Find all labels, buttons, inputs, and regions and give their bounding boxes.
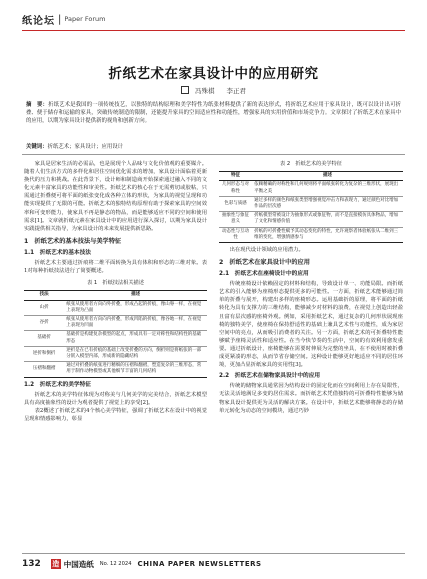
column-name: 纸论坛 xyxy=(22,15,55,27)
table-cell: 纸张从使用者方向向外折叠，形成凸起的折痕，像山脊一样，在视觉上表现为凸面 xyxy=(64,300,207,315)
table-cell: 压褶和翻褶 xyxy=(24,362,64,377)
table-cell: 折纸模型常被设计为抽象形式或象征物，而不是直接模仿具体物品，增加了文化和情感价值 xyxy=(252,212,403,227)
table-2-caption: 表 2 折纸艺术的美学特征 xyxy=(279,161,342,167)
page-number: 132 xyxy=(22,559,41,569)
table-row xyxy=(24,362,207,377)
issue-number: No. 12 2024 xyxy=(99,561,132,567)
table-cell: 基础折是构建复杂模型的起点，形成具有一定对称性和结构性的基础形态 xyxy=(64,331,207,346)
author-2: 李正君 xyxy=(226,87,246,95)
header-rule xyxy=(22,30,405,31)
table-cell: 折纸的可折叠性赋予其动态变化的特性，允许观察者体验纸张从二维到三维的变化，增强情感参与 xyxy=(252,227,403,242)
table-cell: 依赖精确的对称性和几何规则将平面纸张转化为复杂的三维形状，展现出平衡之美 xyxy=(252,181,403,196)
continued-paragraph: 出在现代设计领域的应用潜力。 xyxy=(229,246,304,253)
author-1: 冯殊棋 xyxy=(195,87,215,95)
section-2-heading: 2 折纸艺术在家具设计中的应用 xyxy=(219,259,310,267)
footer-rule xyxy=(22,553,405,554)
section-1-heading: 1 折纸艺术的基本技法与美学特征 xyxy=(24,237,122,245)
abstract-label: 摘 要： xyxy=(26,102,49,108)
table-row xyxy=(24,346,207,361)
table-cell: 谷折 xyxy=(24,315,64,330)
table-header: 特征 xyxy=(219,172,252,181)
section-1-2-paragraph-b: 表2概述了折纸艺术的4个核心美学特征，强调了折纸艺术在设计中的视觉呈现和情感影响力，彰显 xyxy=(24,407,207,422)
section-2-1-paragraph: 传统座椅设计依赖固定的材料和结构，导致设计单一、功能局限。而折纸艺术的引入能够为座椅形态提供更多的可能性。一方面，折纸艺术能够通过简单的折叠与展开，构建出多样的座椅形态。运用基础折的原理，将平面的折纸转化为具有支撑力的三维结构，能够减少对材料的浪费，在视觉上创造出轻盈且富有层次感的座椅外观。例如，采用折纸艺术，通过复杂的几何形状展现座椅的独特美学，使座椅在保持舒适性的基础上兼具艺术性与功能性，成为家居空间中的亮点，从而吸引消费者的关注。另一方面，折纸艺术的可折叠特性能够赋予座椅灵活性和适应性。在当今快节奏的生活中，空间的有效利用愈发重要。通过折纸设计，座椅能够在需要时伸展为完整的坐具，在不使用时被折叠成更紧凑的形态，从而节省存储空间。这种设计能够更好地适应不同的居住环境，更加凸显折纸家具的实用性[3]。 xyxy=(219,281,403,369)
table-row xyxy=(219,212,403,227)
section-1-1-heading: 1.1 折纸艺术的基本技法 xyxy=(24,249,91,256)
intro-paragraph: 家具是居家生活的必需品，也是展现个人品味与文化价值观的重要媒介。随着人们生活方式的多样化和居住空间优化需求的增加，家具设计面临着更新换代的压力和挑战。在此背景下，设计师和制造商开始探索通过融入不同的文化元素丰富家具的功能性和审美性。折纸艺术的核心在于无需剪切或胶粘，只需通过折叠便可将平面的纸张变化成各种立体的形状，为家具的视觉呈现和功能实现提供了无限的可能。折纸艺术的独特结构原理有助于探索家具的空间效率和可变形能力，使家具不再是静态的物品，而是能够适应不同的空间和使用需求[1]。文章就折纸元素在家具设计中的应用进行深入探讨，以期为家具设计实践提供相关指导，为家具设计的未来发展提供新思路。 xyxy=(24,161,207,232)
table-row xyxy=(219,196,403,211)
table-row xyxy=(24,315,207,330)
article-title: 折纸艺术在家具设计中的应用研究 xyxy=(108,66,319,82)
keywords-text: 折纸艺术；家具设计；应用设计 xyxy=(47,144,124,150)
right-column xyxy=(219,160,403,415)
table-header: 描述 xyxy=(64,291,207,300)
table-2 xyxy=(219,171,403,243)
abstract-text: 折纸艺术是我国的一项传统技艺，以独特的结构原理和美学特性为纸张材料提供了新的表达形式，将折纸艺术应用于家具设计，既可以设计出可折叠、便于储存和运输的家具，突破传统制造的限制，还能提升家具的空间适应性和功能性，增强家具的实用价值和市场竞争力。文章探讨了折纸艺术在家具中的应用，以期为家具设计提供新的视角和创新方向。 xyxy=(26,102,401,125)
magazine-logo-icon: 造 xyxy=(52,560,60,568)
table-cell: 几何形态与对称性 xyxy=(219,181,252,196)
authors xyxy=(0,86,427,95)
author-box-icon xyxy=(181,86,189,94)
section-1-2-heading: 1.2 折纸艺术的美学特征 xyxy=(24,381,91,388)
table-cell: 纸张从使用者方向向内折叠，形成凹陷的折痕，像谷地一样，在视觉上表现为凹面 xyxy=(64,315,207,330)
table-cell: 逆折是在已有折痕的基础上改变折叠的方向，倒折则是将纸张的一部分嵌入模型内部，形成新的隐藏结构 xyxy=(64,346,207,361)
column-name-en: Paper Forum xyxy=(64,15,106,23)
abstract-divider xyxy=(22,154,405,155)
table-row xyxy=(219,181,403,196)
keywords xyxy=(26,142,123,150)
magazine-name: 中国造纸 xyxy=(63,559,94,569)
table-row xyxy=(219,227,403,242)
table-row xyxy=(24,331,207,346)
journal-header xyxy=(22,12,105,26)
table-cell: 山折 xyxy=(24,300,64,315)
section-1-1-paragraph: 折纸艺术主要通过折痕将二维平面转换为具有体积和形态的三维对象。表1对每种折纸技法进行了简要概述。 xyxy=(24,260,207,275)
table-cell: 色彩与质感 xyxy=(219,196,252,211)
table-cell: 通过多样的颜色和纸张类型增强视觉冲击力和表现力，通过颜色对比增加作品的层次感 xyxy=(252,196,403,211)
table-1-caption: 表 1 折纸技法相关描述 xyxy=(87,280,144,287)
table-1 xyxy=(24,290,207,377)
left-column xyxy=(24,160,207,423)
keywords-label: 关键词： xyxy=(26,144,48,150)
table-cell: 抽象性与象征意义 xyxy=(219,212,252,227)
table-row xyxy=(24,300,207,315)
table-header: 描述 xyxy=(252,172,403,181)
table-header: 技法 xyxy=(24,291,64,300)
magazine-name-en: CHINA PAPER NEWSLETTERS xyxy=(137,560,262,568)
section-2-2-paragraph: 传统的储物家具通常因为结构设计的固定化而在空间利用上存在局限性，无法灵活地满足多变的居住需求。而折纸艺术凭借独特的可折叠特性能够为储物家具设计提供更为灵活的解决方案。在设计中，折纸艺术能够将静态的存储单元转化为动态的空间模块，通过巧妙 xyxy=(219,383,403,414)
section-2-2-heading: 2.2 折纸艺术在储物家具设计中的应用 xyxy=(219,373,321,380)
table-cell: 基础折 xyxy=(24,331,64,346)
section-1-2-paragraph-a: 折纸艺术的美学特征体现为对称美与几何美学的完美结合，折纸艺术模型具有高度抽象性的设计为观者提供了视觉上的享受[2]。 xyxy=(24,391,207,406)
table-cell: 动态性与互动性 xyxy=(219,227,252,242)
page-footer xyxy=(22,556,405,572)
table-cell: 通过对折叠的纸张进行精细的压褶和翻褶，塑造复杂的三维形态，常用于制作动物模型或其他细节丰富的几何结构 xyxy=(64,362,207,377)
table-cell: 逆折和倒折 xyxy=(24,346,64,361)
section-2-1-heading: 2.1 折纸艺术在座椅设计中的应用 xyxy=(219,271,309,278)
abstract xyxy=(26,101,401,126)
header-separator: | xyxy=(58,13,62,25)
